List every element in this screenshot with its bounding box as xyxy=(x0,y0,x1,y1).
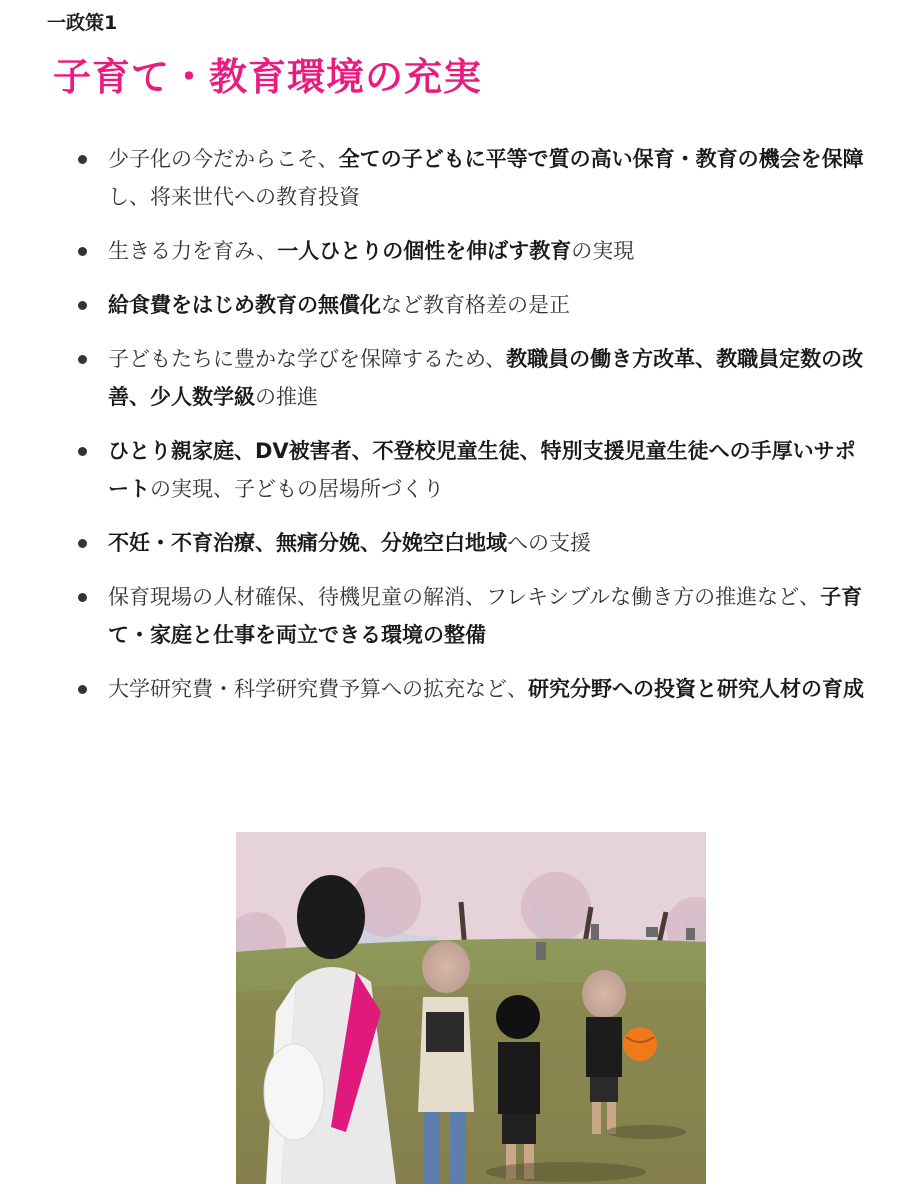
policy-text: 子どもたちに豊かな学びを保障するため、 xyxy=(108,347,507,371)
policy-item xyxy=(70,340,870,416)
policy-item xyxy=(70,140,870,216)
policy-emphasis: 一人ひとりの個性を伸ばす教育 xyxy=(277,239,572,263)
policy-text: の実現 xyxy=(571,239,635,263)
policy-emphasis: 全ての子どもに平等で質の高い保育・教育の機会を保障 xyxy=(338,147,864,171)
policy-number-label: 一政策1 xyxy=(47,12,118,34)
policy-item xyxy=(70,286,870,324)
policy-text: 少子化の今だからこそ、 xyxy=(108,147,339,171)
policy-text: の実現、子どもの居場所づくり xyxy=(150,477,444,501)
park-photo xyxy=(236,832,706,1184)
policy-text: など教育格差の是正 xyxy=(381,293,570,317)
park-photo-illustration xyxy=(236,832,706,1184)
policy-text: の推進 xyxy=(255,385,318,409)
policy-text: し、将来世代への教育投資 xyxy=(108,185,360,209)
ball-icon xyxy=(623,1027,657,1061)
policy-item xyxy=(70,524,870,562)
policy-emphasis: 給食費をはじめ教育の無償化 xyxy=(108,293,381,317)
policy-emphasis: ひとり親家庭、DV被害者、不登校児童生徒、特別支援児童生徒への手厚いサポート xyxy=(108,439,856,501)
policy-text: 大学研究費・科学研究費予算への拡充など、 xyxy=(108,677,528,701)
page-title: 子育て・教育環境の充実 xyxy=(53,55,483,99)
policy-emphasis: 研究分野への投資と研究人材の育成 xyxy=(528,677,864,701)
policy-text: への支援 xyxy=(507,531,591,555)
policy-list xyxy=(70,140,870,724)
policy-emphasis: 不妊・不育治療、無痛分娩、分娩空白地域 xyxy=(108,531,507,555)
policy-item xyxy=(70,232,870,270)
policy-item xyxy=(70,578,870,654)
policy-item xyxy=(70,432,870,508)
policy-emphasis: 教職員の働き方改革、教職員定数の改善、少人数学級 xyxy=(108,347,864,409)
policy-text: 生きる力を育み、 xyxy=(108,239,278,263)
policy-emphasis: 子育て・家庭と仕事を両立できる環境の整備 xyxy=(108,585,863,647)
policy-text: 保育現場の人材確保、待機児童の解消、フレキシブルな働き方の推進など、 xyxy=(108,585,821,609)
policy-item xyxy=(70,670,870,708)
